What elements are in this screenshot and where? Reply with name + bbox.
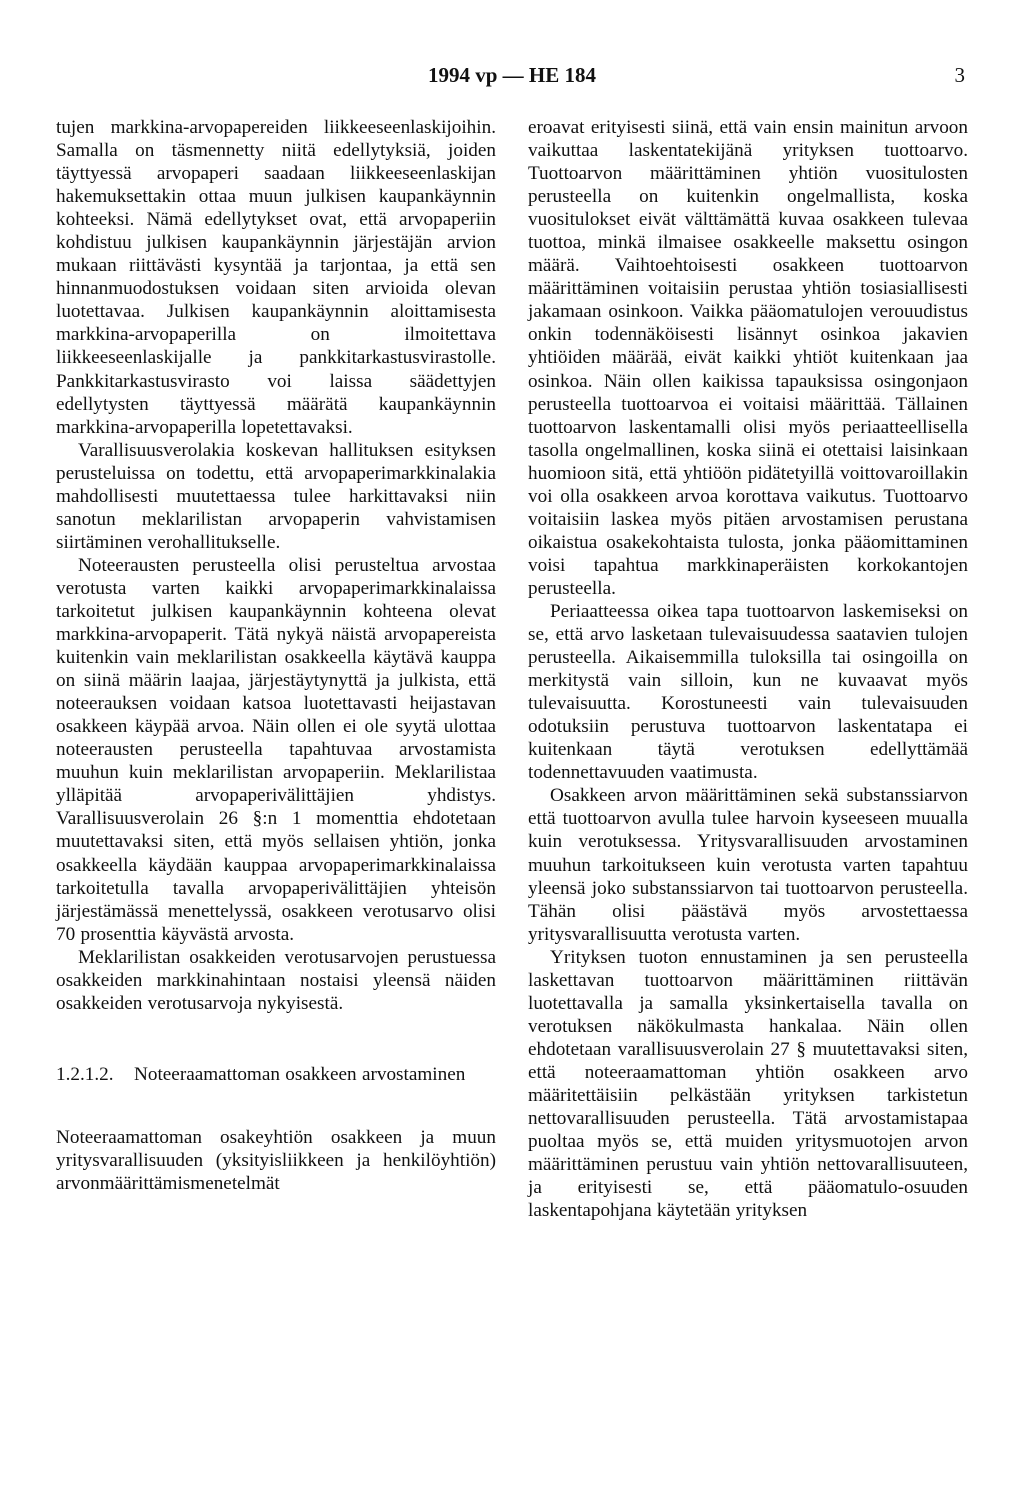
paragraph: Yrityksen tuoton ennustaminen ja sen perusteella laskettavan tuottoarvon määrittäminen riittävän luotettavalla ja samalla yksinkertaisella tavalla on verotuksen näkökulmasta hankalaa. Näin ollen ehdotetaan varallisuusverolain 27 § muutettavaksi siten, että noteeraamattoman yhtiön osakkeen arvo määritettäisiin pelkästään yrityksen tarkistetun nettovarallisuuden perusteella. Tätä arvostamistapaa puoltaa myös se, että muiden yritysmuotojen arvon määrittäminen perustuu vain yhtiön nettovarallisuuteen, ja erityisesti se, että pääomatulo-osuuden laskentapohjana käytetään yrityksen [528, 946, 968, 1222]
paragraph: tujen markkina-arvopapereiden liikkeeseenlaskijoihin. Samalla on täsmennetty niitä edellytyksiä, joiden täyttyessä arvopaperi saadaan liikkeeseenlaskijan hakemuksettakin ottaa muun julkisen kaupankäynnin kohteeksi. Nämä edellytykset ovat, että arvopaperiin kohdistuu julkisen kaupankäynnin järjestäjän arvion mukaan riittävästi kysyntää ja tarjontaa, ja että sen hinnanmuodostuksen voidaan siten arvioida olevan luotettavaa. Julkisen kaupankäynnin aloittamisesta markkina-arvopaperilla on ilmoitettava liikkeeseenlaskijalle ja pankkitarkastusvirastolle. Pankkitarkastusvirasto voi laissa säädettyjen edellytysten täyttyessä määrätä kaupankäynnin markkina-arvopaperilla lopetettavaksi. [56, 117, 496, 438]
paragraph: Meklarilistan osakkeiden verotusarvojen perustuessa osakkeiden markkinahintaan nostaisi yleensä näiden osakkeiden verotusarvoja nykyisestä. [56, 946, 496, 1014]
left-column [56, 116, 496, 1195]
paragraph: eroavat erityisesti siinä, että vain ensin mainitun arvoon vaikuttaa laskentatekijänä yrityksen tuottoarvo. Tuottoarvon määrittäminen yhtiön vuositulosten perusteella on kuitenkin ongelmallista, koska vuositulokset eivät välttämättä kuvaa osakkeen tulevaa tuottoa, minkä ilmaisee osakkeelle maksettu osingon määrä. Vaihtoehtoisesti osakkeen tuottoarvon määrittäminen voitaisiin perustaa yhtiön tosiasiallisesti jakamaan osinkoon. Vaikka pääomatulojen verouudistus onkin todennäköisesti lisännyt osinkoa jakavien yhtiöiden määrää, eivät kaikki yhtiöt kuitenkaan jaa osinkoa. Näin ollen kaikissa tapauksissa osingonjaon perusteella tuottoarvoa ei voitaisi määrittää. Tällainen tuottoarvon laskentamalli olisi myös periaatteellisella tasolla ongelmallinen, koska siinä ei otettaisi laisinkaan huomioon sitä, että yhtiöön pidätetyillä voittovaroillakin voi olla osakkeen arvoa korottava vaikutus. Tuottoarvo voitaisiin laskea myös pitäen arvostamisen perustana oikaistua osakekohtaista tulosta, jonka pääomittaminen voisi tapahtua markkinaperäisten korkokantojen perusteella. [528, 117, 968, 599]
right-column [528, 116, 968, 1222]
section-heading [56, 1063, 496, 1086]
paragraph: Noteerausten perusteella olisi perusteltua arvostaa verotusta varten kaikki arvopaperimarkkinalaissa tarkoitetut julkisen kaupankäynnin kohteena olevat markkina-arvopaperit. Tätä nykyä näistä arvopapereista kuitenkin vain meklarilistan osakkeella käytävä kauppa on siinä määrin laajaa, järjestäytynyttä ja julkista, että noteerauksen voidaan katsoa luotettavasti heijastavan osakkeen käypää arvoa. Näin ollen ei ole syytä ulottaa noteerausten perusteella tapahtuvaa arvostamista muuhun kuin meklarilistan arvopaperiin. Meklarilistaa ylläpitää arvopaperivälittäjien yhdistys. Varallisuusverolain 26 §:n 1 momenttia ehdotetaan muutettavaksi siten, että myös sellaisen yhtiön, jonka osakkeella käydään kauppaa arvopaperimarkkinalaissa tarkoitetulla tavalla arvopaperivälittäjien yhteisön järjestämässä menettelyssä, osakkeen verotusarvo olisi 70 prosenttia käyvästä arvosta. [56, 554, 496, 945]
page-header [0, 62, 1024, 88]
paragraph: Periaatteessa oikea tapa tuottoarvon laskemiseksi on se, että arvo lasketaan tulevaisuudessa saatavien tulojen perusteella. Aikaisemmilla tuloksilla tai osingoilla on merkitystä vain silloin, kun ne kuvaavat myös tulevaisuutta. Korostuneesti vain tulevaisuuden odotuksiin perustuva tuottoarvon laskentatapa ei kuitenkaan täytä verotuksen edellyttämää todennettavuuden vaatimusta. [528, 600, 968, 784]
section-title: Noteeraamattoman osakkeen arvostaminen [134, 1063, 466, 1085]
paragraph: Varallisuusverolakia koskevan hallituksen esityksen perusteluissa on todettu, että arvopaperimarkkinalakia mahdollisesti muutettaessa tulee harkittavaksi niin sanotun meklarilistan arvopaperin vahvistamisen siirtäminen verohallitukselle. [56, 439, 496, 553]
section-number: 1.2.1.2. [56, 1063, 114, 1085]
document-reference: 1994 vp — HE 184 [427, 63, 597, 87]
paragraph: Noteeraamattoman osakeyhtiön osakkeen ja muun yritysvarallisuuden (yksityisliikkeen ja henkilöyhtiön) arvonmäärittämismenetelmät [56, 1126, 496, 1194]
paragraph: Osakkeen arvon määrittäminen sekä substanssiarvon että tuottoarvon avulla tulee harvoin kyseeseen muualla kuin verotuksessa. Yritysvarallisuuden arvostaminen muuhun tarkoitukseen kuin verotusta varten tapahtuu yleensä joko substanssiarvon tai tuottoarvon perusteella. Tähän olisi päästävä myös arvostettaessa yritysvarallisuutta verotusta varten. [528, 785, 968, 945]
page-number: 3 [954, 63, 965, 87]
